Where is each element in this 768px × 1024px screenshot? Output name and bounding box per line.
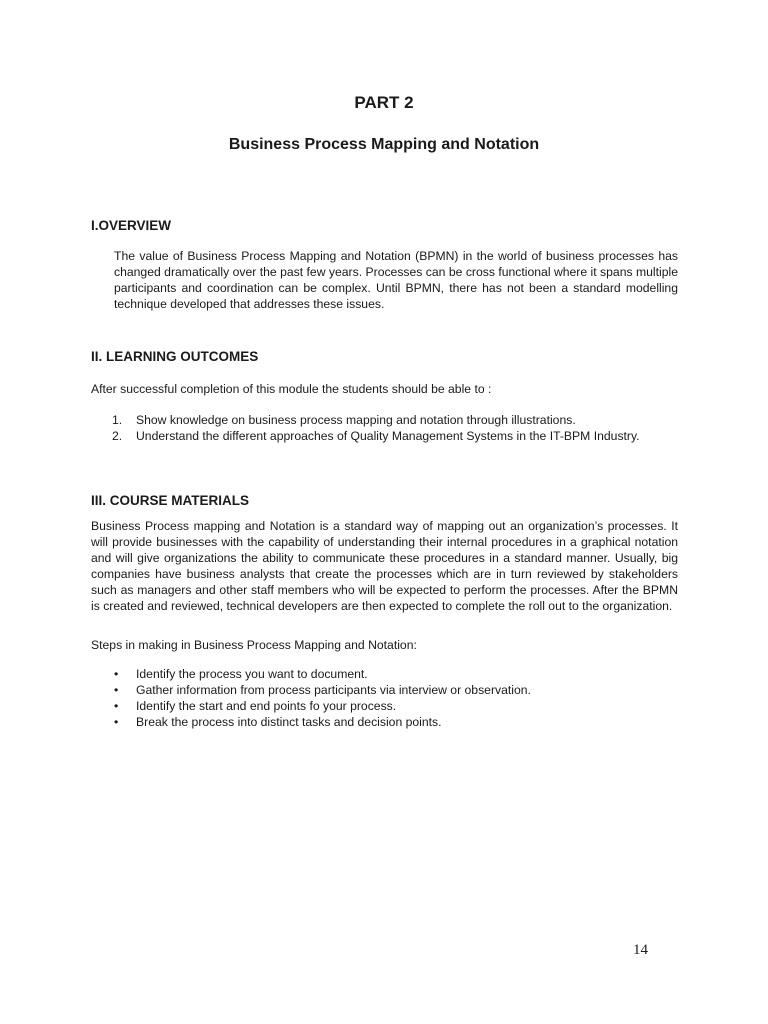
bullet-icon: • [114,715,119,729]
list-item-text: Identify the start and end points fo your process. [136,699,397,713]
list-item [112,412,640,428]
overview-paragraph: The value of Business Process Mapping and Notation (BPMN) in the world of business processes has changed dramatically over the past few years. Processes can be cross functional where it spans multiple participants and coordination can be complex. Until BPMN, there has not been a standard modelling technique developed that addresses these issues. [114,249,678,311]
part-title: PART 2 [354,93,414,112]
learning-outcomes-heading: II. LEARNING OUTCOMES [91,349,259,364]
list-item-text: Gather information from process participants via interview or observation. [136,683,531,697]
learning-outcomes-intro: After successful completion of this module the students should be able to : [91,382,492,396]
page-number: 14 [633,942,648,958]
list-item-text: Understand the different approaches of Quality Management Systems in the IT-BPM Industry. [136,429,640,443]
steps-intro: Steps in making in Business Process Mapping and Notation: [91,638,417,652]
bullet-icon: • [114,667,119,681]
list-item-number: 1. [112,413,123,427]
list-item [114,682,531,698]
list-item-number: 2. [112,429,123,443]
list-item [114,714,531,730]
list-item [114,666,531,682]
list-item [112,428,640,444]
list-item [114,698,531,714]
learning-outcomes-list [112,412,640,444]
steps-list [114,666,531,730]
bullet-icon: • [114,699,119,713]
overview-heading: I.OVERVIEW [91,218,172,233]
course-materials-heading: III. COURSE MATERIALS [91,493,250,508]
list-item-text: Break the process into distinct tasks and decision points. [136,715,442,729]
bullet-icon: • [114,683,119,697]
list-item-text: Show knowledge on business process mapping and notation through illustrations. [136,413,576,427]
course-materials-paragraph: Business Process mapping and Notation is a standard way of mapping out an organization’s processes. It will provide businesses with the capability of understanding their internal procedures in a graphical notation and will give organizations the ability to communicate these procedures in a standard manner. Usually, big companies have business analysts that create the processes which are in turn reviewed by stakeholders such as managers and other staff members who will be expected to perform the processes. After the BPMN is created and reviewed, technical developers are then expected to complete the roll out to the organization. [91,519,678,613]
list-item-text: Identify the process you want to document. [136,667,368,681]
document-title: Business Process Mapping and Notation [228,136,540,153]
